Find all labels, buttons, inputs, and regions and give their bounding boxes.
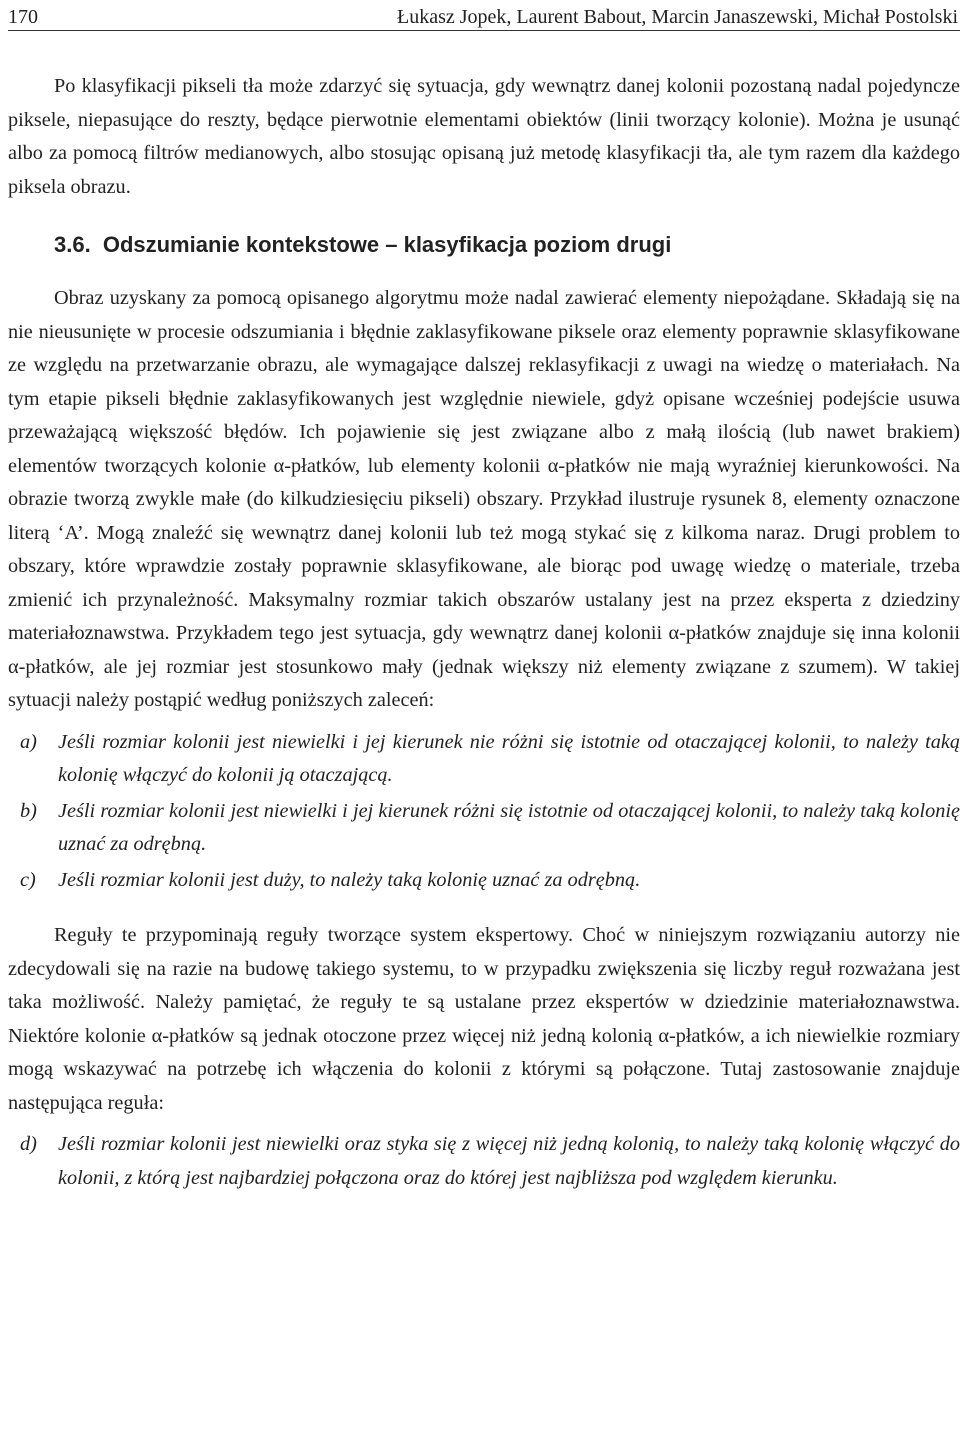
list-item-text: Jeśli rozmiar kolonii jest niewielki i jej kierunek różni się istotnie od otaczającej kolonii, to należy taką kolonię uznać za odrębną. <box>58 799 960 855</box>
list-item-text: Jeśli rozmiar kolonii jest niewielki oraz styka się z więcej niż jedną kolonią, to należy taką kolonię włączyć do kolonii, z którą jest najbardziej połączona oraz do której jest najbliższa pod względem kierunku. <box>58 1133 960 1189</box>
body-text <box>8 70 960 1217</box>
list-item <box>8 864 960 898</box>
list-marker: a) <box>20 730 37 753</box>
list-item <box>8 795 960 862</box>
document-page <box>8 0 960 1442</box>
section-number: 3.6. <box>54 232 91 257</box>
running-header <box>8 2 960 31</box>
list-marker: c) <box>20 868 36 891</box>
paragraph-intro: Po klasyfikacji pikseli tła może zdarzyć się sytuacja, gdy wewnątrz danej kolonii pozostaną nadal pojedyncze piksele, niepasujące do reszty, będące pierwotnie elementami obiektów (linii tworzący kolonie). Można je usunąć albo za pomocą filtrów medianowych, albo stosując opisaną już metodę klasyfikacji tła, ale tym razem dla każdego piksela obrazu. <box>8 75 960 198</box>
list-marker: d) <box>20 1133 37 1155</box>
list-item-text: Jeśli rozmiar kolonii jest duży, to należy taką kolonię uznać za odrębną. <box>58 868 641 891</box>
list-item <box>8 726 960 793</box>
paragraph-expert-system: Reguły te przypominają reguły tworzące system ekspertowy. Choć w niniejszym rozwiązaniu autorzy nie zdecydowali się na razie na budowę takiego systemu, to w przypadku zwiększenia się liczby reguł rozważana jest taka możliwość. Należy pamiętać, że reguły te są ustalane przez ekspertów w dziedzinie materiałoznawstwa. Niektóre kolonie α-płatków są jednak otoczone przez więcej niż jedną kolonią α-płatków, a ich niewielkie rozmiary mogą wskazywać na potrzebę ich włączenia do kolonii z którymi są połączone. Tutaj zastosowanie znajduje następująca reguła: <box>8 924 960 1114</box>
header-authors: Łukasz Jopek, Laurent Babout, Marcin Janaszewski, Michał Postolski <box>397 6 958 28</box>
page-number: 170 <box>8 6 38 28</box>
list-item-text: Jeśli rozmiar kolonii jest niewielki i jej kierunek nie różni się istotnie od otaczającej kolonii, to należy taką kolonię włączyć do kolonii ją otaczającą. <box>58 730 960 786</box>
list-marker: b) <box>20 799 37 822</box>
paragraph-denoising: Obraz uzyskany za pomocą opisanego algorytmu może nadal zawierać elementy niepożądane. Składają się na nie nieusunięte w procesie odszumiania i błędnie zaklasyfikowane piksele oraz elementy poprawnie sklasyfikowane ze względu na przetwarzanie obrazu, ale wymagające dalszej reklasyfikacji z uwagi na wiedzę o materiałach. Na tym etapie pikseli błędnie zaklasyfikowanych jest względnie niewiele, gdyż opisane wcześniej podejście usuwa przeważającą większość błędów. Ich pojawienie się jest związane albo z małą ilością (lub nawet brakiem) elementów tworzących kolonie α-płatków, lub elementy kolonii α-płatków nie mają wyraźniej kierunkowości. Na obrazie tworzą zwykle małe (do kilkudziesięciu pikseli) obszary. Przykład ilustruje rysunek 8, elementy oznaczone literą ‘A’. Mogą znaleźć się wewnątrz danej kolonii lub też mogą stykać się z kilkoma naraz. Drugi problem to obszary, które wprawdzie zostały poprawnie sklasyfikowane, ale biorąc pod uwagę wiedzę o materiale, trzeba zmienić ich przynależność. Maksymalny rozmiar takich obszarów ustalany jest na przez eksperta z dziedziny materiałoznawstwa. Przykładem tego jest sytuacja, gdy wewnątrz danej kolonii α-płatków znajduje się inna kolonii α-płatków, ale jej rozmiar jest stosunkowo mały (jednak większy niż elementy związane z szumem). W takiej sytuacji należy postąpić według poniższych zaleceń: <box>8 287 960 711</box>
rules-list-abc <box>8 726 960 898</box>
rules-list-d <box>8 1128 960 1195</box>
section-heading <box>8 230 960 260</box>
list-item <box>8 1128 960 1195</box>
section-title: Odszumianie kontekstowe – klasyfikacja poziom drugi <box>102 232 672 257</box>
